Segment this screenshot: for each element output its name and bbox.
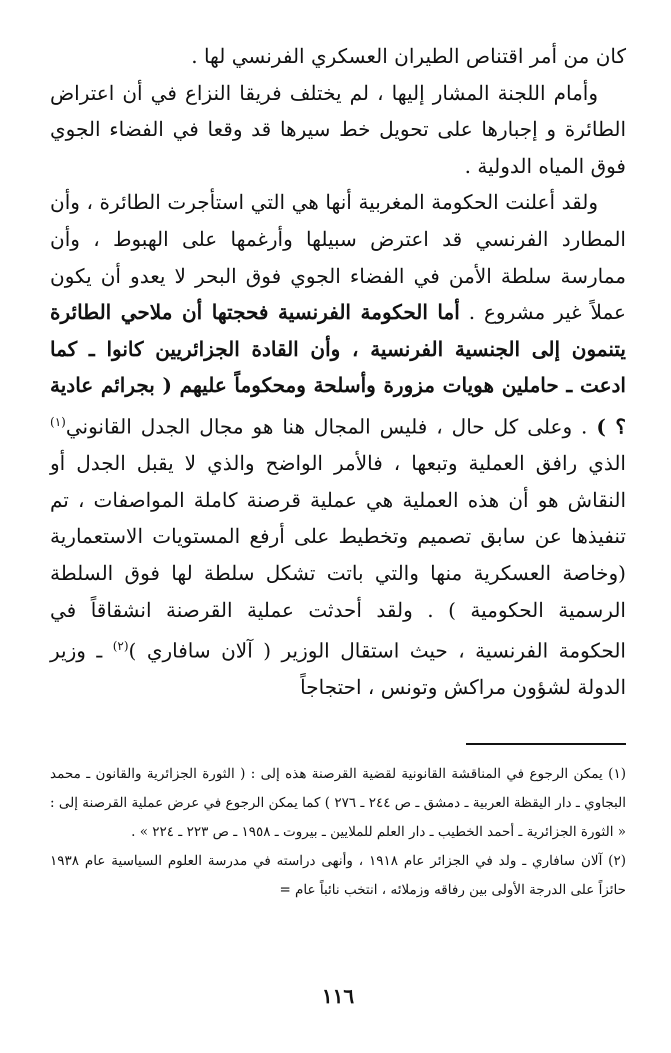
footnotes: [50, 760, 626, 905]
text-segment: وأمام اللجنة المشار إليها ، لم يختلف فريقا النزاع في أن اعتراض الطائرة و إجبارها على تحويل خط سيرها قد وقعا في الفضاء الجوي فوق المياه الدولية .: [50, 80, 626, 178]
text-segment: . وعلى كل حال ، فليس المجال هنا هو مجال الجدل القانوني: [65, 414, 597, 439]
footnote-reference[interactable]: (١): [50, 414, 66, 429]
text-segment: ـ وزير الدولة لشؤون مراكش وتونس ، احتجاجاً: [50, 638, 626, 700]
paragraph: [50, 184, 626, 706]
footnote: (١) يمكن الرجوع في المناقشة القانونية لقضية القرصنة هذه إلى : ( الثورة الجزائرية والقانون ـ محمد البجاوي ـ دار اليقظة العربية ـ دمشق ـ ص ٢٤٤ ـ ٢٧٦ ) كما يمكن الرجوع في عرض عملية القرصنة إلى : « الثورة الجزائرية ـ أحمد الخطيب ـ دار العلم للملايين ـ بيروت ـ ١٩٥٨ ـ ص ٢٢٣ ـ ٢٢٤ » .: [50, 766, 626, 840]
text-segment: الذي رافق العملية وتبعها ، فالأمر الواضح والذي لا يقبل الجدل أو النقاش هو أن هذه العملية هي عملية قرصنة كاملة المواصفات ، تم تنفيذها عن سابق تصميم وتخطيط على أرفع المستويات الاستعمارية (وخاصة العسكرية منها والتي باتت تشكل سلطة لها فوق السلطة الرسمية الحكومية ) . ولقد أحدثت عملية القرصنة انشقاقاً في الحكومة الفرنسية ، حيث استقال الوزير ( آلان سافاري ): [50, 451, 626, 663]
text-segment: ولقد أعلنت الحكومة المغربية أنها هي التي استأجرت الطائرة ، وأن المطارد الفرنسي قد اعترض سبيلها وأرغمها على الهبوط ، وأن ممارسة سلطة الأمن في الفضاء الجوي فوق البحر لا يعدو أن يكون عملاً غير مشروع .: [50, 190, 626, 325]
footnote-reference[interactable]: (٢): [112, 639, 129, 654]
page-number: ١١٦: [321, 984, 355, 1008]
paragraph: [50, 38, 626, 75]
paragraph: [50, 75, 626, 185]
book-page: [50, 38, 626, 1028]
body-text: [50, 38, 626, 706]
footnote-separator: [466, 743, 626, 745]
footnote: (٢) آلان سافاري ـ ولد في الجزائر عام ١٩١٨ ، وأنهى دراسته في مدرسة العلوم السياسية عام ١٩٣٨ حائزاً على الدرجة الأولى بين رفاقه وزملائه ، انتخب نائباً عام =: [50, 853, 626, 898]
text-segment: كان من أمر اقتناص الطيران العسكري الفرنسي لها .: [191, 44, 626, 68]
bold-text-segment: أما الحكومة الفرنسية فحجتها أن ملاحي الطائرة يتنمون إلى الجنسية الفرنسية ، وأن القادة الجزائريين كانوا ـ كما ادعت ـ حاملين هويات مزورة وأسلحة ومحكوماً عليهم ( بجرائم عادية ؟ ): [50, 300, 626, 439]
